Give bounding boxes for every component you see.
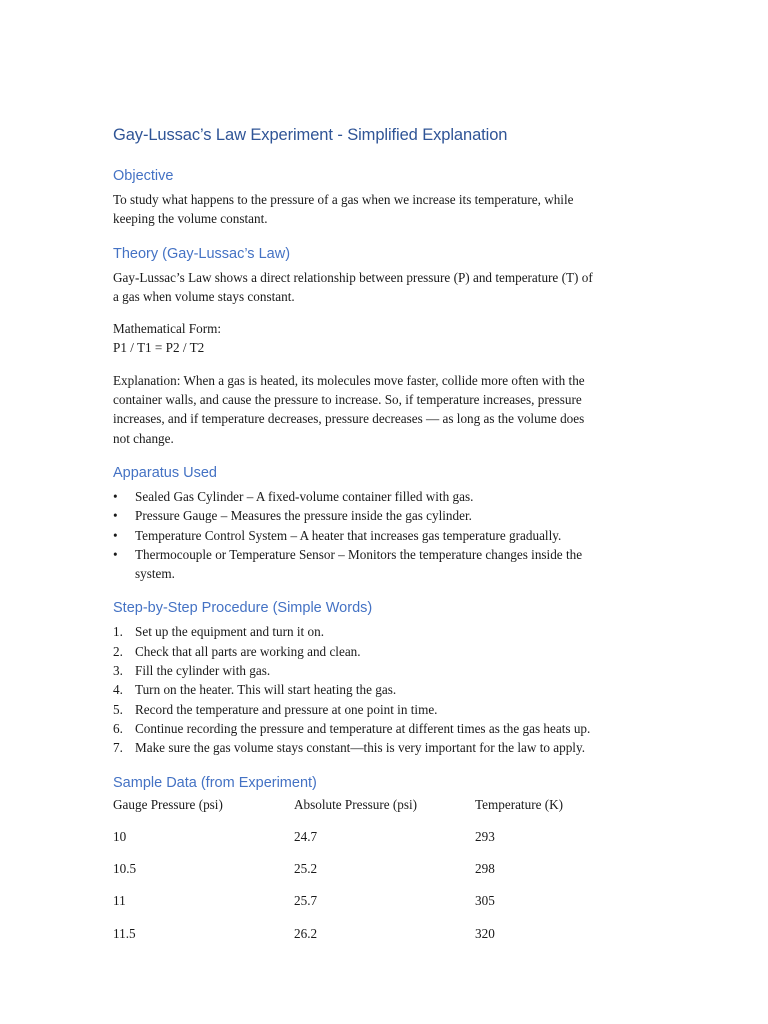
step-number: 1. [113, 624, 123, 640]
theory-intro-line: Gay-Lussac’s Law shows a direct relationship between pressure (P) and temperature (T) of [113, 269, 593, 285]
table-cell: 305 [475, 893, 495, 909]
list-item [113, 622, 658, 641]
sample-data-heading: Sample Data (from Experiment) [113, 774, 317, 791]
explanation-line: container walls, and cause the pressure to increase. So, if temperature increases, pressure [113, 392, 582, 408]
theory-explanation [113, 371, 658, 448]
table-cell: 11 [113, 893, 126, 909]
step-text: Continue recording the pressure and temperature at different times as the gas heats up. [135, 720, 591, 736]
bullet-icon: • [113, 527, 118, 543]
list-item [113, 545, 658, 584]
step-text: Turn on the heater. This will start heating the gas. [135, 682, 397, 698]
step-number: 7. [113, 740, 123, 756]
step-text: Make sure the gas volume stays constant—this is very important for the law to apply. [135, 740, 585, 756]
theory-intro-line: a gas when volume stays constant. [113, 288, 295, 304]
theory-heading: Theory (Gay-Lussac’s Law) [113, 245, 291, 262]
list-item-text: Thermocouple or Temperature Sensor – Monitors the temperature changes inside the [135, 546, 583, 562]
math-form-label: Mathematical Form: [113, 321, 222, 337]
list-item-text: Temperature Control System – A heater that increases gas temperature gradually. [135, 527, 562, 543]
objective-line: To study what happens to the pressure of a gas when we increase its temperature, while [113, 192, 574, 207]
math-form [113, 319, 658, 358]
column-header: Temperature (K) [475, 796, 564, 812]
list-item [113, 719, 658, 738]
table-cell: 25.7 [294, 893, 318, 909]
explanation-line: not change. [113, 430, 174, 446]
list-item [113, 487, 658, 506]
list-item [113, 526, 658, 545]
list-item [113, 680, 658, 699]
document-content [113, 124, 658, 958]
explanation-line: increases, and if temperature decreases, pressure decreases — as long as the volume does [113, 411, 585, 427]
step-number: 5. [113, 701, 123, 717]
apparatus-heading: Apparatus Used [113, 464, 217, 481]
table-cell: 293 [475, 828, 495, 844]
table-header-row [113, 797, 635, 829]
table-cell: 298 [475, 861, 495, 877]
step-number: 4. [113, 682, 123, 698]
column-header: Gauge Pressure (psi) [113, 796, 223, 812]
list-item-text: Pressure Gauge – Measures the pressure inside the gas cylinder. [135, 508, 472, 524]
table-cell: 25.2 [294, 861, 318, 877]
step-text: Record the temperature and pressure at one point in time. [135, 701, 438, 717]
step-text: Set up the equipment and turn it on. [135, 624, 324, 640]
step-text: Fill the cylinder with gas. [135, 663, 271, 679]
bullet-icon: • [113, 508, 118, 524]
objective-text [113, 190, 658, 229]
table-cell: 320 [475, 925, 495, 941]
column-header: Absolute Pressure (psi) [294, 796, 418, 812]
step-number: 3. [113, 663, 123, 679]
objective-line: keeping the volume constant. [113, 211, 268, 227]
list-item [113, 642, 658, 661]
procedure-heading: Step-by-Step Procedure (Simple Words) [113, 600, 373, 617]
math-formula: P1 / T1 = P2 / T2 [113, 340, 205, 356]
table-cell: 11.5 [113, 925, 136, 941]
objective-heading: Objective [113, 168, 174, 184]
table-cell: 24.7 [294, 828, 318, 844]
bullet-icon: • [113, 546, 118, 562]
list-item-text: Sealed Gas Cylinder – A fixed-volume container filled with gas. [135, 488, 474, 504]
procedure-list [113, 622, 658, 757]
explanation-line: Explanation: When a gas is heated, its molecules move faster, collide more often with the [113, 372, 585, 388]
table-cell: 26.2 [294, 925, 318, 941]
step-number: 2. [113, 643, 123, 659]
theory-intro [113, 268, 658, 307]
table-cell: 10.5 [113, 861, 137, 877]
table-row [113, 893, 635, 925]
list-item-text: system. [135, 566, 175, 582]
step-number: 6. [113, 720, 123, 736]
list-item [113, 738, 658, 757]
sample-data-table [113, 797, 635, 958]
list-item [113, 700, 658, 719]
table-row [113, 829, 635, 861]
list-item [113, 661, 658, 680]
table-row [113, 926, 635, 958]
step-text: Check that all parts are working and clean. [135, 643, 361, 659]
table-cell: 10 [113, 828, 127, 844]
table-row [113, 861, 635, 893]
apparatus-list [113, 487, 658, 583]
document-title: Gay-Lussac’s Law Experiment - Simplified Explanation [113, 126, 508, 144]
list-item [113, 506, 658, 525]
bullet-icon: • [113, 488, 118, 504]
